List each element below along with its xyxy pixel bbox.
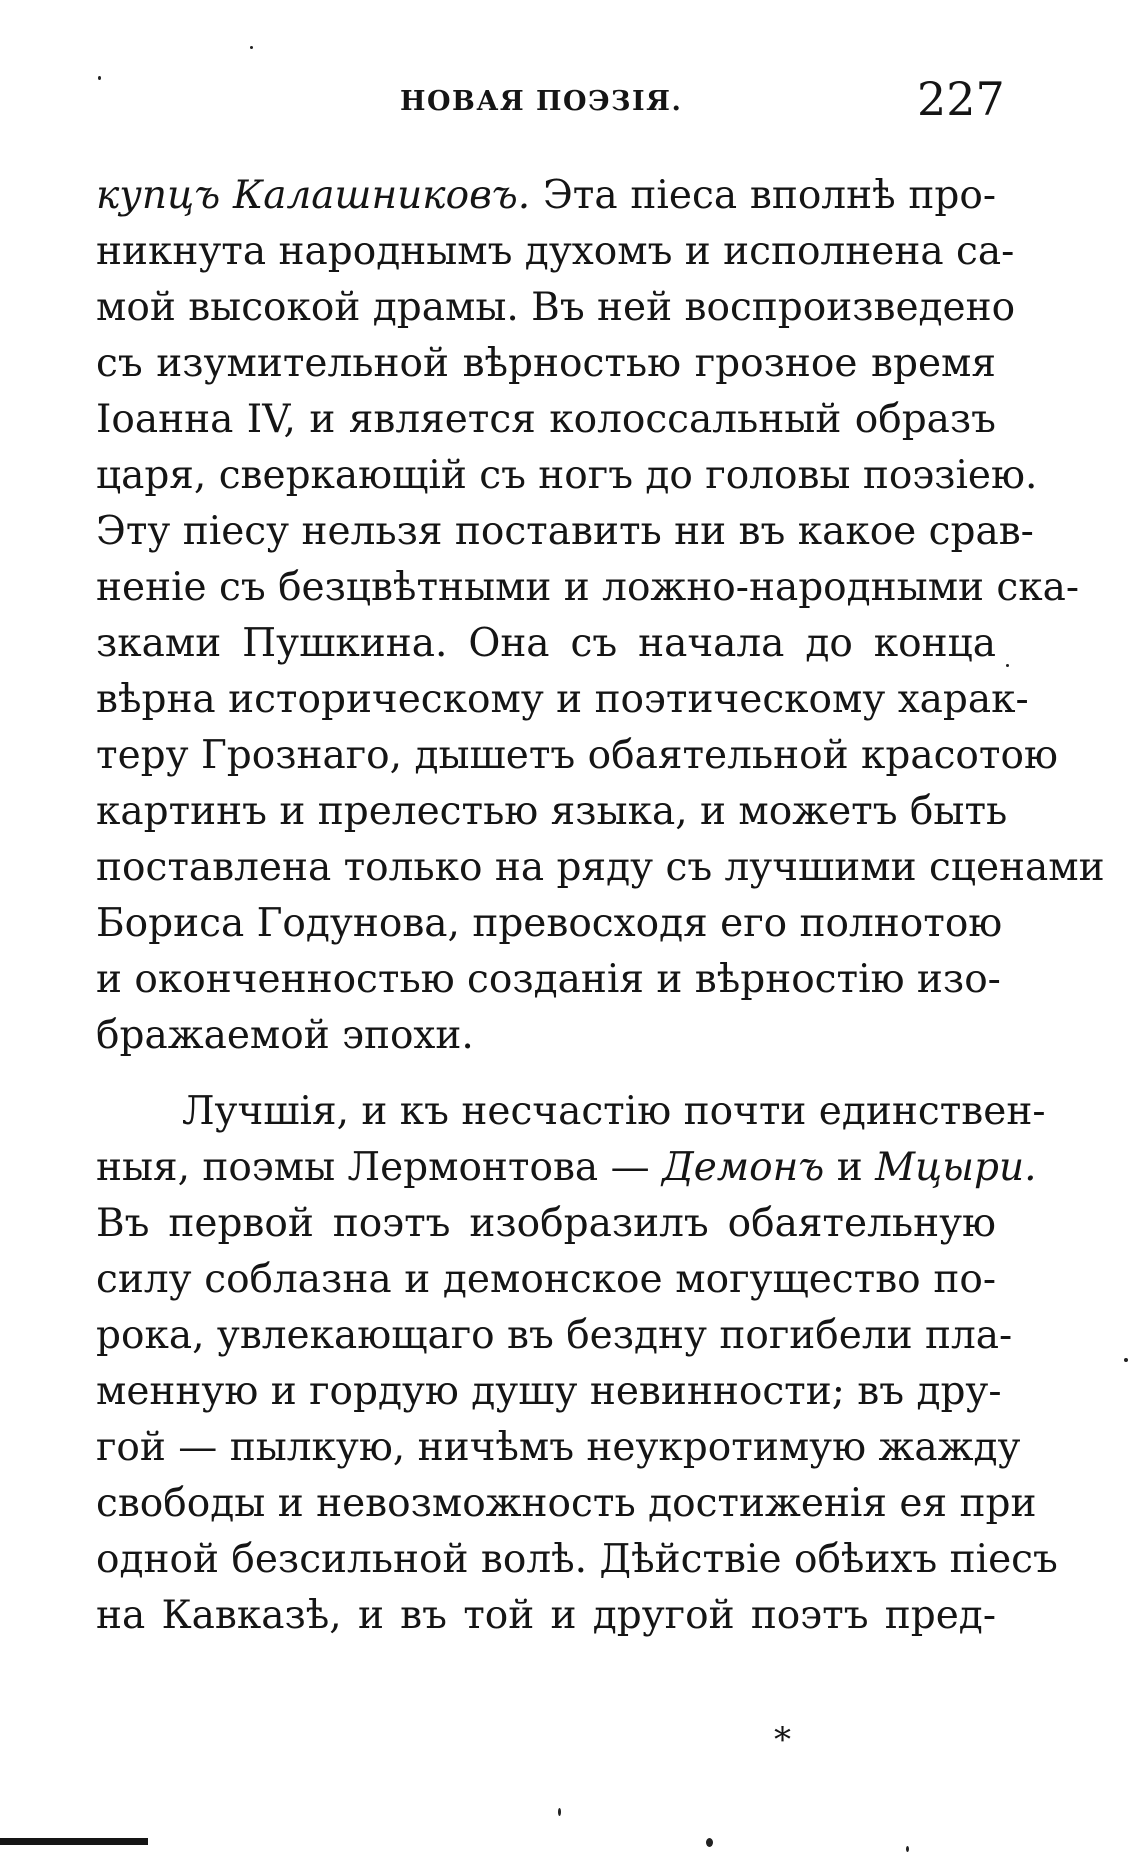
text-line: свободы и невозможность достиженія ея при [96,1481,1037,1526]
text-line: Іоанна IV, и является колоссальный образъ [96,397,996,442]
text-line: гой — пылкую, ничѣмъ неукротимую жажду [96,1425,1021,1470]
text-line: бражаемой эпохи. [96,1013,474,1058]
print-speck [1124,1358,1128,1362]
running-title: НОВАЯ ПОЭЗІЯ. [400,86,683,117]
text-line: Лучшія, и къ несчастію почти единствен- [182,1089,1046,1134]
text-line: Эту піесу нельзя поставить ни въ какое срав- [96,509,1034,554]
body-text [96,168,1105,1644]
text-line: силу соблазна и демонское могущество по- [96,1257,996,1302]
text-fragment: ныя, поэмы Лермонтова — [96,1145,650,1190]
bottom-rule [0,1838,148,1845]
italic-title: Мцыри. [875,1145,1037,1190]
text-line: одной безсильной волѣ. Дѣйствіе обѣихъ піесъ [96,1537,1058,1582]
print-speck [558,1808,561,1816]
text-line: Бориса Годунова, превосходя его полнотою [96,901,1003,946]
text-line: зками Пушкина. Она съ начала до конца [96,621,996,666]
print-speck [1006,664,1009,667]
text-line: Въ первой поэтъ изобразилъ обаятельную [96,1201,996,1246]
text-fragment: и [836,1145,863,1190]
text-line: рока, увлекающаго въ бездну погибели пла- [96,1313,1013,1358]
text-line: поставлена только на ряду съ лучшими сценами [96,845,1105,890]
paragraph-2 [96,1084,1058,1644]
paragraph-1 [96,168,1105,1064]
print-speck [98,76,101,80]
text-line: картинъ и прелестью языка, и можетъ быть [96,789,1008,834]
italic-title: купцъ Калашниковъ. [96,173,531,218]
signature-mark: * [774,1720,791,1760]
print-speck [906,1846,909,1852]
text-line: вѣрна историческому и поэтическому харак- [96,677,1029,722]
text-line: и оконченностью созданія и вѣрностію изо- [96,957,1001,1002]
text-line [96,168,996,224]
text-line: мой высокой драмы. Въ ней воспроизведено [96,285,1016,330]
text-fragment: Эта піеса вполнѣ про- [542,173,996,218]
text-line: никнута народнымъ духомъ и исполнена са- [96,229,1015,274]
text-line: на Кавказѣ, и въ той и другой поэтъ пред- [96,1593,996,1638]
italic-title: Демонъ [662,1145,825,1190]
print-speck [250,46,253,49]
text-line: неніе съ безцвѣтными и ложно-народными ска- [96,565,1080,610]
page-number: 227 [917,72,1005,126]
text-line: менную и гордую душу невинности; въ дру- [96,1369,1002,1414]
text-line: съ изумительной вѣрностью грозное время [96,341,996,386]
text-line: теру Грознаго, дышетъ обаятельной красотою [96,733,1058,778]
text-line [96,1140,1037,1196]
page-header [0,58,1140,128]
paragraph-gap [96,1064,996,1084]
print-speck [706,1838,713,1847]
text-line: царя, сверкающій съ ногъ до головы поэзіею. [96,453,1038,498]
